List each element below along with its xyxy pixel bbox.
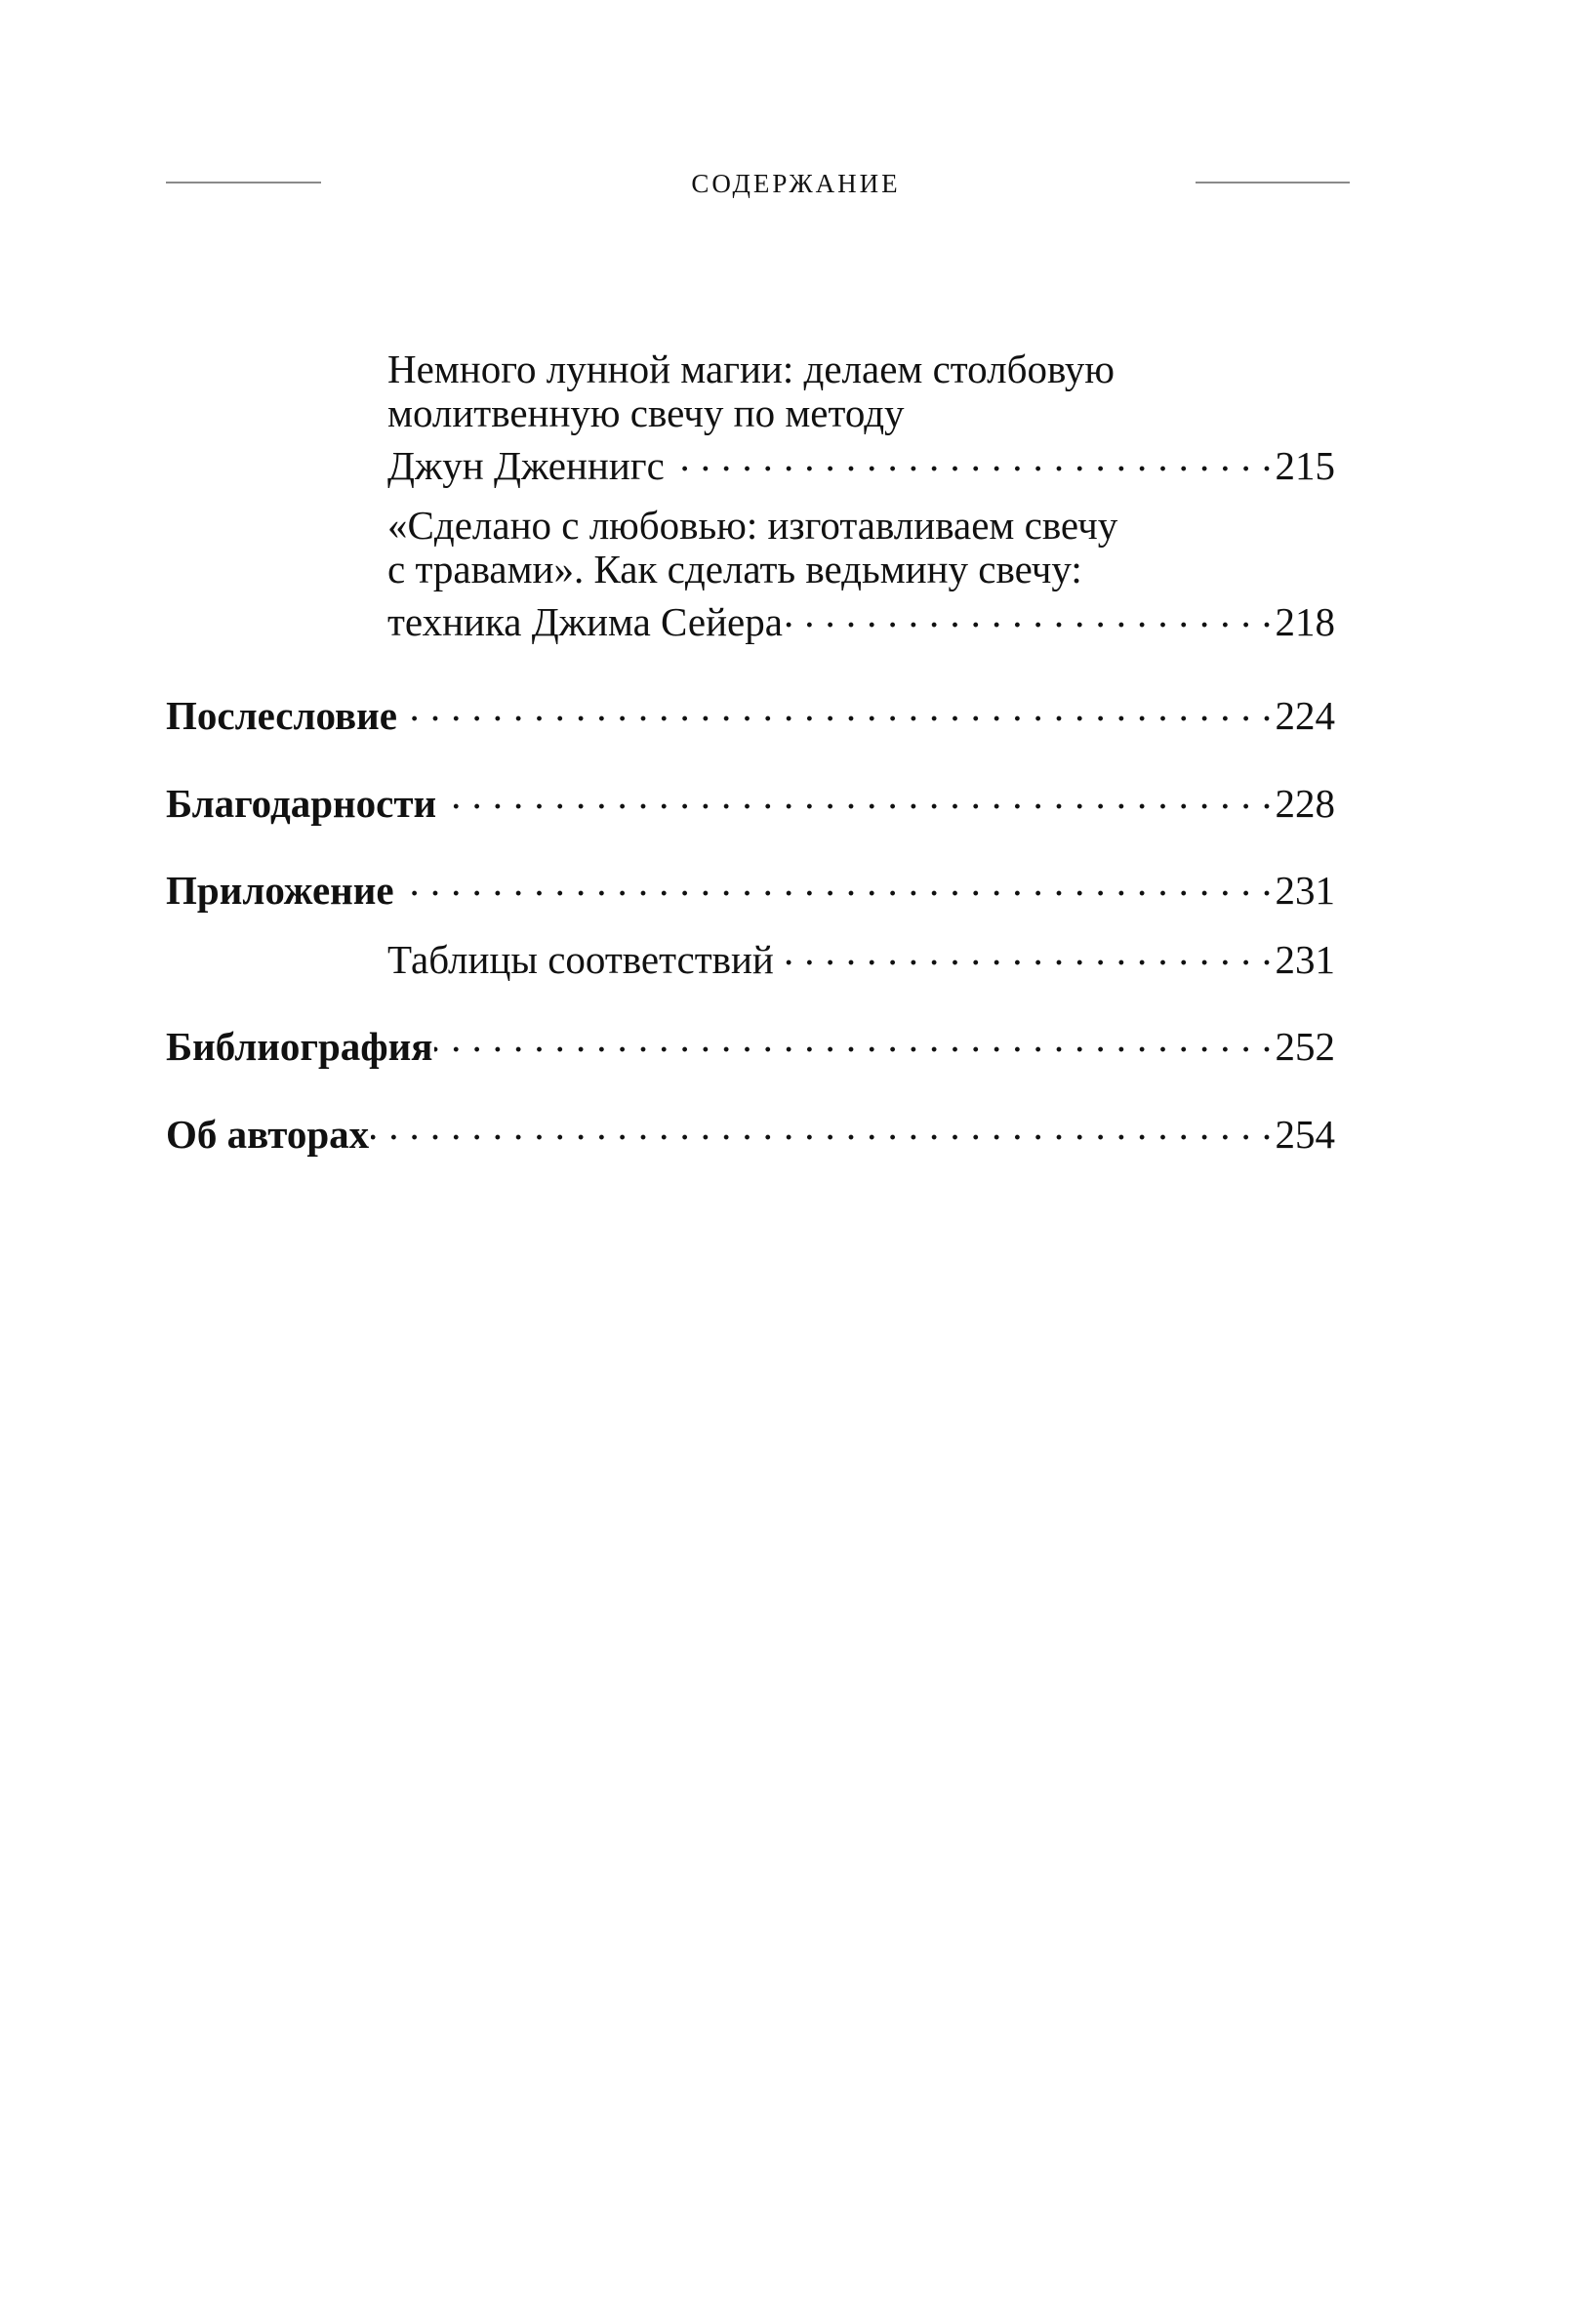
toc-entry-title: Таблицы соответствий [387, 937, 774, 982]
toc-entry-text-line: «Сделано с любовью: изготавливаем свечу [387, 503, 1118, 548]
dot-leader [399, 685, 1274, 729]
toc-entry-title: Приложение [166, 868, 394, 913]
toc-entry-text-line: техника Джима Сейера [387, 599, 783, 644]
toc-entry-title: Благодарности [166, 781, 437, 826]
toc-page-number: 254 [1275, 1112, 1335, 1157]
toc-entry-text-line: Джун Дженнигс [387, 443, 665, 488]
toc-page-number: 252 [1275, 1024, 1335, 1069]
dot-leader [785, 591, 1274, 635]
dot-leader [776, 929, 1274, 973]
toc-entry-title: Об авторах [166, 1112, 370, 1157]
toc-entry-herbal-candle[interactable] [387, 503, 1335, 644]
toc-entry-acknowledgements[interactable] [166, 773, 1335, 826]
toc-entry-correspondence-tables[interactable] [387, 929, 1335, 982]
dot-leader [434, 1016, 1273, 1060]
toc-entry-afterword[interactable] [166, 685, 1335, 738]
toc-entry-appendix[interactable] [166, 860, 1335, 913]
page-header [0, 164, 1582, 203]
toc-entry-title: Послесловие [166, 693, 397, 738]
toc-entry-text-line: Немного лунной магии: делаем столбовую [387, 347, 1116, 391]
toc-page-number: 218 [1275, 599, 1335, 644]
toc-entry-title: Библиография [166, 1024, 433, 1069]
dot-leader [667, 435, 1274, 479]
dot-leader [438, 773, 1273, 817]
dot-leader [396, 860, 1274, 904]
toc-entry-bibliography[interactable] [166, 1016, 1335, 1069]
toc-page-number: 224 [1275, 693, 1335, 738]
page-title: СОДЕРЖАНИЕ [691, 169, 901, 198]
toc-entry-about-authors[interactable] [166, 1104, 1335, 1157]
dot-leader [371, 1104, 1273, 1148]
toc-page-number: 231 [1275, 868, 1335, 913]
toc-entry-moon-magic-candle[interactable] [387, 347, 1335, 488]
toc-page-number: 215 [1275, 443, 1335, 488]
header-rule-right [1196, 182, 1350, 183]
toc-page-number: 231 [1275, 937, 1335, 982]
toc-entry-text-line: молитвенную свечу по методу [387, 390, 905, 435]
toc-page-number: 228 [1275, 781, 1335, 826]
toc-entry-text-line: с травами». Как сделать ведьмину свечу: [387, 547, 1082, 591]
